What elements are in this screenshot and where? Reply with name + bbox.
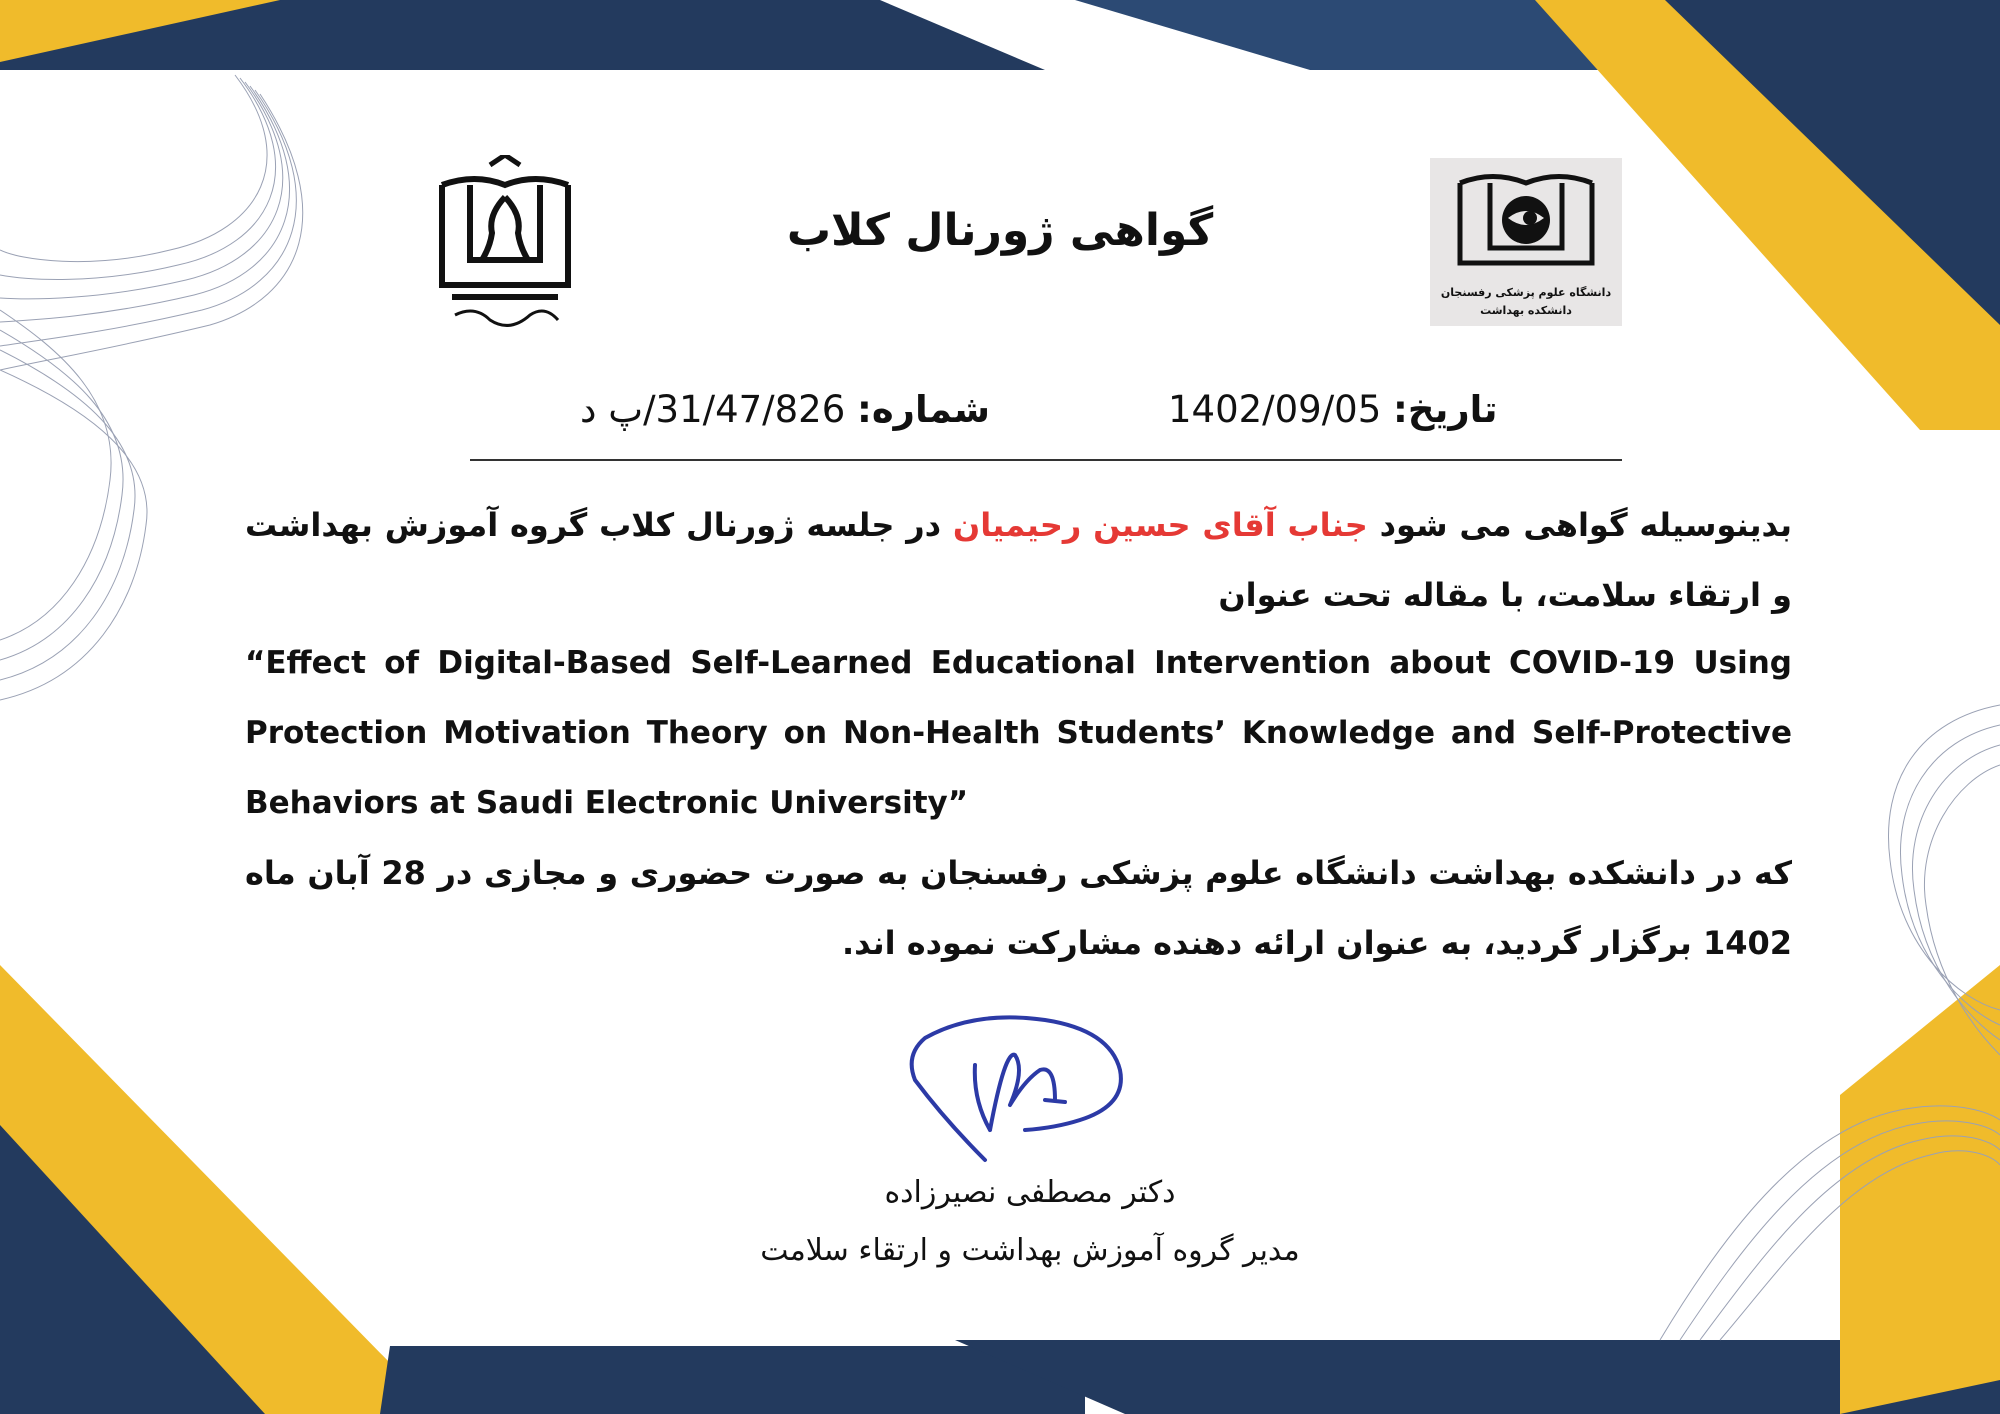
date-value: 1402/09/05 — [1168, 388, 1382, 431]
recipient-name: جناب آقای حسین رحیمیان — [952, 506, 1368, 544]
certificate-intro-paragraph — [245, 490, 1792, 630]
signatory-position: مدیر گروه آموزش بهداشت و ارتقاء سلامت — [760, 1233, 1300, 1268]
signature-mark-icon — [905, 1010, 1135, 1175]
school-of-health-logo — [1430, 158, 1622, 326]
intro-text: بدینوسیله گواهی می شود — [1379, 506, 1793, 544]
article-title: “Effect of Digital-Based Self-Learned Educational Intervention about COVID-19 Using Protection Motivation Theory on Non-Health Students’ Knowledge and Self-Protective Behaviors at Saudi Electronic University” — [245, 645, 1792, 821]
intro-continuation-text: در جلسه ژورنال کلاب گروه آموزش بهداشت و ارتقاء سلامت، با مقاله تحت عنوان — [245, 506, 1792, 614]
number-value: 31/47/826/پ د — [580, 388, 846, 431]
number-label: شماره: — [857, 388, 991, 431]
school-logo-line1: دانشگاه علوم پزشکی رفسنجان — [1440, 286, 1612, 299]
signature — [905, 1010, 1135, 1175]
university-emblem-icon — [430, 155, 580, 340]
certificate-title: گواهی ژورنال کلاب — [786, 205, 1214, 256]
reference-number-block — [580, 388, 990, 431]
date-label: تاریخ: — [1393, 388, 1498, 431]
bottom-right-gold-band — [1840, 965, 2000, 1414]
bottom-navy-band — [380, 1346, 1085, 1414]
signatory-name: دکتر مصطفی نصیرزاده — [884, 1175, 1176, 1210]
university-logo-left — [430, 155, 580, 340]
header-divider — [470, 459, 1622, 461]
school-emblem-icon — [1430, 158, 1622, 278]
date-block — [1168, 388, 1497, 431]
school-logo-line2: دانشکده بهداشت — [1480, 304, 1572, 317]
certificate-closing-paragraph: که در دانشکده بهداشت دانشگاه علوم پزشکی رفسنجان به صورت حضوری و مجازی در 28 آبان ماه 1402 برگزار گردید، به عنوان ارائه دهنده مشارکت نموده اند. — [245, 854, 1793, 962]
